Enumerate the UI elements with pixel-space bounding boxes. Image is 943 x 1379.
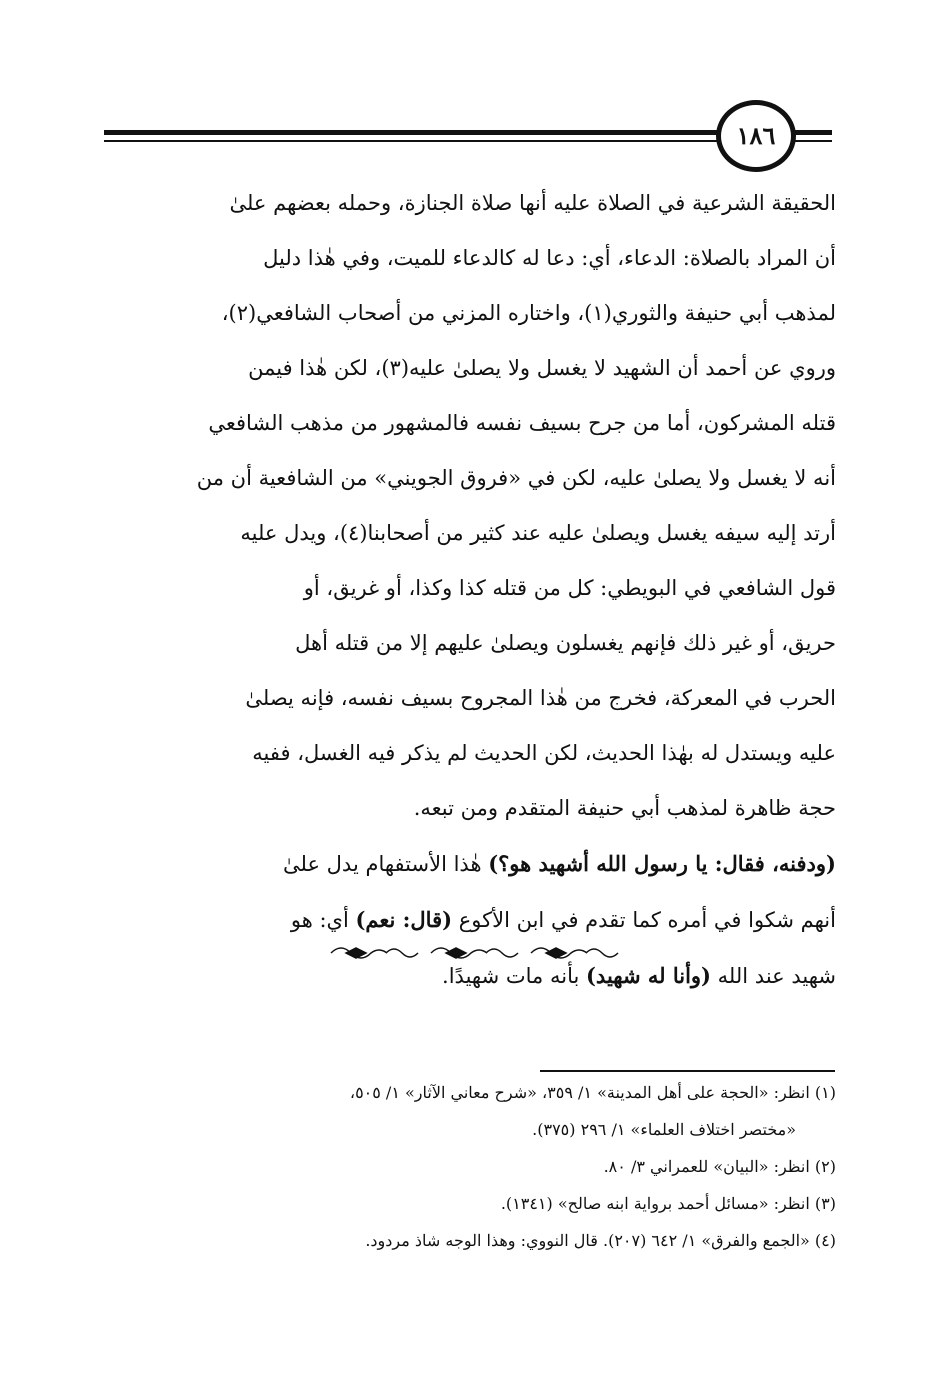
footnote-separator [540,1070,835,1072]
section-ornament-icon [326,938,626,968]
hadith-quote: (ودفنه، فقال: يا رسول الله أشهيد هو؟) [488,851,836,876]
footnote-1-continuation: «مختصر اختلاف العلماء» ١/ ٢٩٦ (٣٧٥). [532,1120,796,1139]
footnote-3: (٣) انظر: «مسائل أحمد برواية ابنه صالح» (١٣٤١). [500,1194,836,1213]
header-rule-thin-right [792,140,832,142]
text-line: قتله المشركون، أما من جرح بسيف نفسه فالمشهور من مذهب الشافعي [208,411,836,435]
header-rule-thick [104,130,720,135]
footnote-4: (٤) «الجمع والفرق» ١/ ٦٤٢ (٢٠٧). قال النووي: وهذا الوجه شاذ مردود. [365,1231,836,1250]
commentary-text: هٰذا الأستفهام يدل علىٰ [283,852,489,876]
commentary-text: بأنه مات شهيدًا. [442,964,586,988]
text-line: لمذهب أبي حنيفة والثوري(١)، واختاره المزني من أصحاب الشافعي(٢)، [221,301,836,325]
commentary-text: أنهم شكوا في أمره كما تقدم في ابن الأكوع [452,908,836,932]
header-rule-thick-right [792,130,832,135]
text-line: أن المراد بالصلاة: الدعاء، أي: دعا له كالدعاء للميت، وفي هٰذا دليل [263,246,836,270]
text-line: أرتد إليه سيفه يغسل ويصلىٰ عليه عند كثير من أصحابنا(٤)، ويدل عليه [240,521,836,545]
text-line: وروي عن أحمد أن الشهيد لا يغسل ولا يصلىٰ عليه(٣)، لكن هٰذا فيمن [248,356,836,380]
text-line [100,836,836,892]
footnote-1: (١) انظر: «الحجة على أهل المدينة» ١/ ٣٥٩، «شرح معاني الآثار» ١/ ٥٠٥، [349,1083,836,1102]
footnotes [100,1078,836,1263]
hadith-quote: (قال: نعم) [355,907,453,932]
page-number: ١٨٦ [736,121,776,150]
text-line: قول الشافعي في البويطي: كل من قتله كذا وكذا، أو غريق، أو [303,576,836,600]
text-line: حجة ظاهرة لمذهب أبي حنيفة المتقدم ومن تبعه. [413,796,836,820]
footnote-2: (٢) انظر: «البيان» للعمراني ٣/ ٨٠. [603,1157,836,1176]
page-number-badge [716,100,796,172]
commentary-text: شهيد عند الله [711,964,836,988]
main-text [100,176,836,1004]
text-line: الحرب في المعركة، فخرج من هٰذا المجروح بسيف نفسه، فإنه يصلىٰ [245,686,836,710]
header-rule-thin [104,140,720,142]
hadith-quote: (وأنا له شهيد) [585,963,711,988]
text-line: عليه ويستدل له بهٰذا الحديث، لكن الحديث لم يذكر فيه الغسل، ففيه [252,741,836,765]
text-line: أنه لا يغسل ولا يصلىٰ عليه، لكن في «فروق الجويني» من الشافعية أن من [196,466,836,490]
text-line: الحقيقة الشرعية في الصلاة عليه أنها صلاة الجنازة، وحمله بعضهم علىٰ [229,191,836,215]
commentary-text: أي: هو [290,908,356,932]
text-line: حريق، أو غير ذلك فإنهم يغسلون ويصلىٰ عليهم إلا من قتله أهل [295,631,836,655]
